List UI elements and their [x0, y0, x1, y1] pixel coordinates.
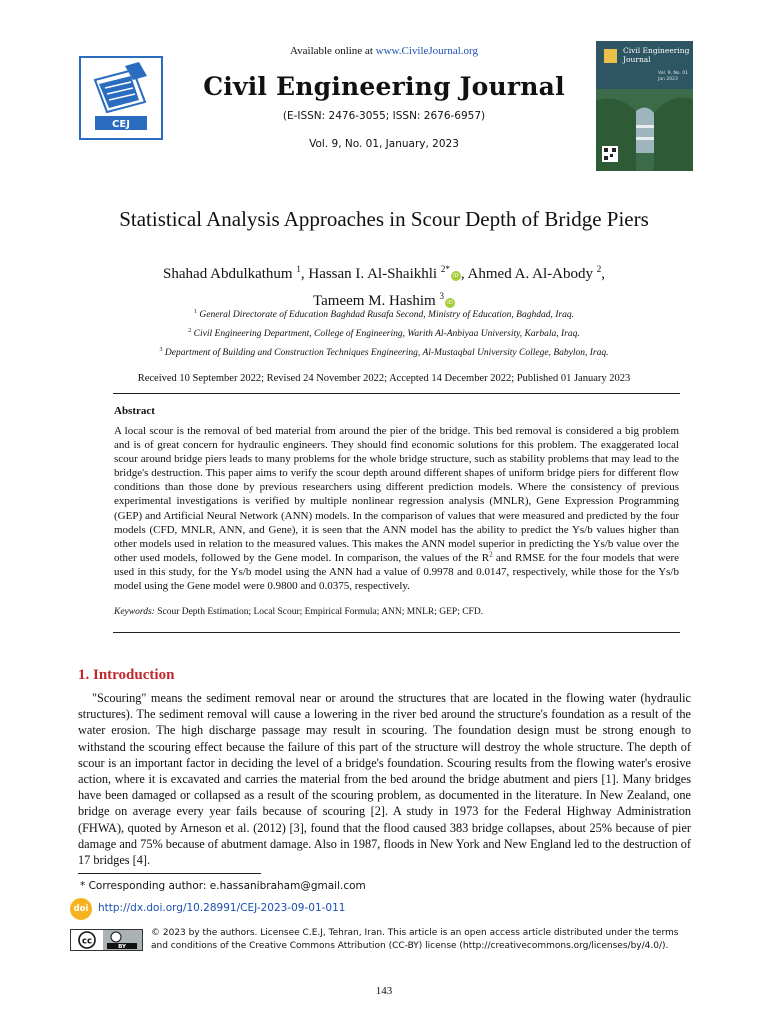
page-number: 143: [375, 985, 393, 997]
journal-cover-thumbnail: [596, 41, 693, 171]
author-name: Ahmed A. Al-Abody: [467, 266, 593, 282]
license-text: © 2023 by the authors. Licensee C.E.J, Tehran, Iran. This article is an open access article distributed under the terms and conditions of the Creative Commons Attribution (CC-BY) license (http://creativecommons.org/licenses/by/4.0/).: [151, 928, 679, 951]
author-name: Hassan I. Al-Shaikhli: [308, 266, 438, 282]
orcid-icon[interactable]: iD: [445, 298, 455, 308]
doi-link[interactable]: http://dx.doi.org/10.28991/CEJ-2023-09-01-011: [98, 902, 346, 914]
author-list: Shahad Abdulkathum $^1$, Hassan I. Al-Shaikhli $^{2*}$iD , Ahmed A. Al-Abody $^2$, Tameem M. Hashim $^3$iD: [163, 264, 605, 309]
affiliation-2: $^2$ Civil Engineering Department, College of Engineering, Warith Al-Anbiyaa University, Karbala, Iraq.: [188, 328, 580, 340]
author-name: Tameem M. Hashim: [313, 293, 436, 309]
abstract-bottom-rule: [113, 632, 680, 633]
footnote-rule: [78, 873, 261, 874]
logo-text: CEJ: [112, 119, 130, 130]
keywords-list: Scour Depth Estimation; Local Scour; Empirical Formula; ANN; MNLR; GEP; CFD.: [154, 607, 484, 617]
received-dates: Received 10 September 2022; Revised 24 November 2022; Accepted 14 December 2022; Published 01 January 2023: [137, 373, 631, 384]
keywords-label: Keywords:: [114, 607, 155, 617]
abstract-text: A local scour is the removal of bed material from around the pier of the bridge. This bed removal is considered a big problem and is of great concern for hydraulic engineers. They should find economic solutions for this problem. The exaggerated local scour around bridge piers leads to many problems for the whole bridge structure, such as stability problems that may lead to the bridge's destruction. This paper aims to verify the scour depth around different shapes of uniform bridge piers for different flow conditions than those done by previous researchers using different prediction models. Where the consistency of previous experimental investigations is verified by multiple nonlinear regression analysis (MNLR), Gene Expression Programming (GEP) and Artificial Neural Network (ANN) models. In the comparison of values that were measured and predicted by the four models (CFD, MNLR, ANN, and Gene), it is seen that the ANN model has the ability to predict the Ys/b values higher than other models used in relation to the measured values. This makes the ANN model superior in predicting the Ys/b value over the other used models, followed by the Gene model. In comparison, the values of the $R^2$ and RMSE for the four models that were used in this study, for the Ys/b model using the ANN had a value of 0.9978 and 0.0147, respectively, while those for the Ys/b model using the Gene model were 0.9800 and 0.0375, respectively.: [114, 425, 679, 593]
available-online-prefix: Available online at: [290, 45, 376, 57]
affiliation-1: $^1$ General Directorate of Education Baghdad Rusafa Second, Ministry of Education, Baghdad, Iraq.: [194, 309, 574, 321]
author-affiliation-marker: 2: [596, 264, 602, 274]
doi-icon: doi: [70, 898, 92, 920]
author-name: Shahad Abdulkathum: [163, 266, 293, 282]
author-affiliation-marker: 1: [296, 264, 301, 274]
keywords: [114, 607, 679, 617]
section-heading-introduction: 1. Introduction: [78, 667, 175, 683]
abstract-top-rule: [113, 393, 680, 394]
cover-emblem-icon: [604, 49, 617, 63]
abstract-heading: Abstract: [114, 405, 155, 417]
journal-title: Civil Engineering Journal: [203, 72, 565, 101]
journal-website-link[interactable]: www.CivileJournal.org: [375, 45, 478, 57]
paper-title: Statistical Analysis Approaches in Scour Depth of Bridge Piers: [119, 207, 649, 231]
author-affiliation-marker: 3: [439, 291, 444, 301]
cover-volume: Vol. 9, No. 01 Jan 2023: [658, 71, 688, 82]
creative-commons-icon[interactable]: [70, 929, 143, 951]
author-affiliation-marker: 2*: [440, 264, 450, 274]
affiliation-3: $^3$ Department of Building and Construction Techniques Engineering, Al-Mustaqbal University College, Babylon, Iraq.: [159, 347, 609, 359]
cc-label: cc: [81, 936, 93, 947]
issn-line: (E-ISSN: 2476-3055; ISSN: 2676-6957): [282, 110, 486, 122]
volume-line: Vol. 9, No. 01, January, 2023: [309, 138, 459, 150]
introduction-paragraph: "Scouring" means the sediment removal near or around the structures that are located in the flowing water (hydraulic structures). The sediment removal will cause a lowering in the river bed around the structure's foundation as a result of the water erosion. The high discharge passage may result in scouring. The foundation design must be strong enough to withstand the scouring effect because the failure of this part of the structure will destroy the whole structure. The depth of scour is an important factor in deciding the level of a bridge's foundation. Scouring results from the flowing water's erosive action, where it is excavated and carries the material from the bed around the bridge abutment and piers [1]. Many bridges have been damaged or collapsed as a result of the scouring problem, as documented in the literature. In New Zealand, one bridge on average every year fails because of scouring [2]. A study in 1973 for the Federal Highway Administration (FHWA), quoted by Arneson et al. (2012) [3], found that the flood caused 383 bridge collapses, about 25% because of pier damage and 75% because of abutment damage. Also in 1987, floods in New York and New England led to the destruction of 17 bridges [4].: [78, 691, 691, 868]
corresponding-author: * Corresponding author: e.hassanibraham@gmail.com: [80, 880, 366, 892]
orcid-icon[interactable]: iD: [451, 271, 461, 281]
cover-title: Civil Engineering Journal: [623, 46, 690, 64]
cc-by-label: BY: [118, 944, 126, 950]
